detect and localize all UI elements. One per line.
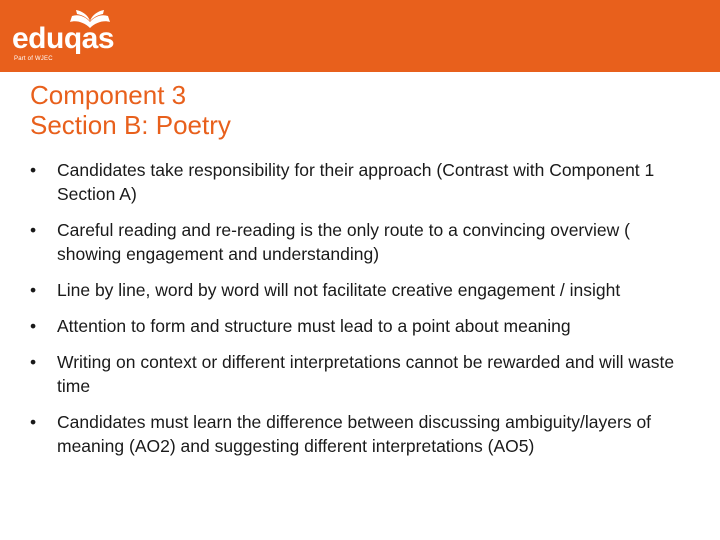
bullet-item: [30, 278, 690, 302]
bullet-list: [30, 158, 690, 470]
bullet-item: [30, 158, 690, 206]
logo-wordmark: eduqas: [12, 22, 115, 55]
slide-title: [30, 80, 231, 140]
bullet-dot: •: [30, 160, 37, 180]
bullet-text: Candidates take responsibility for their approach (Contrast with Component 1 Section A): [57, 160, 655, 204]
header-bar: [0, 0, 720, 72]
bullet-text: Careful reading and re-reading is the only route to a convincing overview ( showing engagement and understanding): [57, 220, 630, 264]
bullet-text: Writing on context or different interpretations cannot be rewarded and will waste time: [57, 352, 675, 396]
bullet-dot: •: [30, 316, 37, 336]
bullet-text: Candidates must learn the difference between discussing ambiguity/layers of meaning (AO2) and suggesting different interpretations (AO5): [57, 412, 652, 456]
eduqas-logo: [10, 8, 120, 66]
logo-subtext: Part of WJEC: [14, 56, 53, 62]
bullet-dot: •: [30, 352, 37, 372]
bullet-item: [30, 410, 690, 458]
bullet-dot: •: [30, 412, 37, 432]
title-line-2: Section B: Poetry: [30, 110, 231, 140]
bullet-text: Line by line, word by word will not facilitate creative engagement / insight: [57, 280, 621, 300]
bullet-text: Attention to form and structure must lead to a point about meaning: [57, 316, 571, 336]
bullet-item: [30, 350, 690, 398]
bullet-dot: •: [30, 280, 37, 300]
bullet-item: [30, 314, 690, 338]
bullet-dot: •: [30, 220, 37, 240]
bullet-item: [30, 218, 690, 266]
title-line-1: Component 3: [30, 80, 187, 110]
